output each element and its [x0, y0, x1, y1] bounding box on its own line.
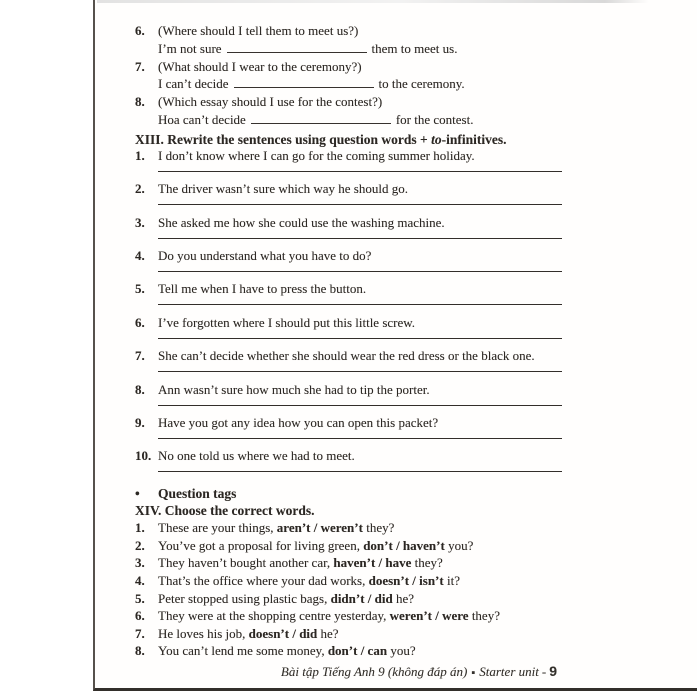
number-spacer: [135, 111, 158, 129]
choice-options: don’t / haven’t: [363, 537, 445, 553]
item-sentence: She can’t decide whether she should wear the red dress or the black one.: [158, 348, 535, 364]
answer-blank-line: [158, 271, 562, 272]
choice-sentence: [158, 572, 460, 590]
choice-item: [135, 554, 697, 572]
sentence-pre: Peter stopped using plastic bags,: [158, 590, 331, 606]
heading-text: -infinitives.: [441, 131, 507, 147]
subheading-label: Question tags: [158, 485, 237, 501]
sentence-row: [135, 415, 697, 430]
number-spacer: [135, 40, 158, 58]
item-number: 7.: [135, 58, 145, 74]
section-xiii-heading: [135, 131, 697, 148]
sentence-pre: They were at the shopping centre yesterday,: [158, 608, 390, 624]
sentence-post: they?: [411, 555, 443, 571]
sentence-post: you?: [444, 537, 474, 553]
item-sentence: No one told us where we had to meet.: [158, 448, 355, 464]
sentence-pre: He loves his job,: [158, 625, 249, 641]
choice-options: haven’t / have: [333, 555, 412, 571]
question-text: (Which essay should I use for the contest?): [158, 94, 383, 110]
heading-text: XIII. Rewrite the sentences using question words +: [135, 131, 432, 147]
answer-blank-line: [158, 238, 562, 239]
sentence-pre: You can’t lend me some money,: [158, 643, 328, 659]
answer-pre: I can’t decide: [158, 76, 229, 92]
item-number: 6.: [135, 23, 145, 38]
sentence-pre: You’ve got a proposal for living green,: [158, 537, 364, 553]
sentence-row: [135, 248, 697, 263]
answer-row: [135, 111, 697, 129]
item-number: 6.: [135, 608, 145, 624]
choice-sentence: [158, 625, 339, 643]
sentence-pre: These are your things,: [158, 520, 277, 536]
choice-options: don’t / can: [327, 643, 388, 659]
answer-blank-line: [158, 204, 562, 205]
sentence-row: [135, 148, 697, 163]
item-sentence: Ann wasn’t sure how much she had to tip the porter.: [158, 381, 430, 397]
sentence-row: [135, 382, 697, 397]
square-separator-icon: ▪: [471, 666, 476, 679]
sentence-row: [135, 215, 697, 230]
choice-item: [135, 519, 697, 537]
item-number: 1.: [135, 147, 145, 163]
sentence-post: it?: [443, 572, 460, 588]
heading-italic-word: to: [431, 131, 442, 147]
item-number: 5.: [135, 590, 145, 606]
sentence-post: he?: [392, 590, 415, 606]
choice-item: [135, 642, 697, 660]
sentence-pre: They haven’t bought another car,: [158, 555, 334, 571]
item-number: 4.: [135, 247, 145, 263]
answer-post: for the contest.: [395, 111, 474, 127]
choice-item: [135, 607, 697, 625]
answer-blank-line: [158, 171, 562, 172]
answer-pre: I’m not sure: [158, 40, 222, 56]
choice-sentence: [158, 590, 414, 608]
page-number: 9: [549, 662, 557, 679]
answer-post: to the ceremony.: [378, 76, 465, 92]
answer-post: them to meet us.: [371, 40, 458, 56]
page-footer: [135, 663, 697, 681]
sentence-row: [135, 281, 697, 296]
item-number: 8.: [135, 94, 145, 110]
item-number: 4.: [135, 572, 145, 588]
rewrite-item: [135, 348, 697, 381]
fill-in-blank: [234, 76, 374, 88]
choice-sentence: [158, 607, 500, 625]
choice-sentence: [158, 519, 394, 537]
rewrite-item: [135, 248, 697, 281]
item-sentence: The driver wasn’t sure which way he should go.: [158, 181, 408, 197]
choice-options: didn’t / did: [330, 590, 393, 606]
fill-in-blank: [251, 112, 391, 124]
fill-in-blank: [227, 41, 367, 53]
choice-options: doesn’t / did: [248, 625, 318, 641]
item-number: 8.: [135, 643, 145, 659]
sentence-pre: That’s the office where your dad works,: [158, 572, 369, 588]
rewrite-item: [135, 281, 697, 314]
item-number: 7.: [135, 625, 145, 641]
question-text: (Where should I tell them to meet us?): [158, 23, 359, 38]
answer-row: [135, 40, 697, 58]
answer-text: [158, 111, 473, 129]
item-number: 2.: [135, 537, 145, 553]
choice-item: [135, 590, 697, 608]
rewrite-item: [135, 382, 697, 415]
section-xiii: [135, 131, 697, 482]
answer-blank-line: [158, 438, 562, 439]
item-number: 3.: [135, 555, 145, 571]
choice-sentence: [158, 537, 473, 555]
item-sentence: Tell me when I have to press the button.: [158, 281, 367, 297]
item-number: 7.: [135, 348, 145, 364]
sentence-post: he?: [317, 625, 339, 641]
choice-item: [135, 537, 697, 555]
choice-options: weren’t / were: [389, 608, 469, 624]
answer-text: [158, 40, 457, 58]
question-row: [135, 93, 697, 111]
question-row: [135, 58, 697, 76]
unit-label: Starter unit: [479, 663, 539, 679]
sentence-post: you?: [387, 643, 416, 659]
answer-blank-line: [158, 338, 562, 339]
item-number: 8.: [135, 381, 145, 397]
section-xiv: [135, 502, 697, 660]
sentence-row: [135, 315, 697, 330]
item-sentence: I don’t know where I can go for the coming summer holiday.: [158, 147, 475, 163]
item-number: 3.: [135, 214, 145, 230]
choice-options: doesn’t / isn’t: [368, 572, 444, 588]
item-number: 9.: [135, 414, 145, 430]
item-sentence: Have you got any idea how you can open this packet?: [158, 414, 439, 430]
question-row: [135, 22, 697, 40]
answer-blank-line: [158, 304, 562, 305]
item-sentence: I’ve forgotten where I should put this little screw.: [158, 314, 416, 330]
item-number: 10.: [135, 448, 152, 464]
answer-blank-line: [158, 371, 562, 372]
rewrite-item: [135, 181, 697, 214]
sentence-post: they?: [468, 608, 500, 624]
answer-text: [158, 75, 465, 93]
question-text: (What should I wear to the ceremony?): [158, 58, 362, 74]
question-tags-subheading: [135, 485, 697, 502]
answer-blank-line: [158, 471, 562, 472]
item-sentence: She asked me how she could use the washing machine.: [158, 214, 445, 230]
choice-item: [135, 625, 697, 643]
answer-row: [135, 75, 697, 93]
choice-sentence: [158, 554, 443, 572]
item-number: 2.: [135, 181, 145, 197]
answer-blank-line: [158, 405, 562, 406]
section-xiv-heading: XIV. Choose the correct words.: [135, 502, 315, 518]
sentence-row: [135, 448, 697, 463]
item-sentence: Do you understand what you have to do?: [158, 247, 372, 263]
rewrite-item: [135, 215, 697, 248]
item-number: 6.: [135, 314, 145, 330]
scanned-book-page: [93, 0, 697, 691]
rewrite-item: [135, 148, 697, 181]
rewrite-item: [135, 448, 697, 481]
sentence-post: they?: [362, 520, 395, 536]
footer-dash: -: [541, 663, 547, 679]
sentence-row: [135, 348, 697, 363]
item-number: 1.: [135, 520, 145, 536]
number-spacer: [135, 75, 158, 93]
sentence-row: [135, 181, 697, 196]
page-top-edge-shadow: [97, 0, 649, 3]
exercise-fill-in-section: [135, 22, 697, 129]
item-number: 5.: [135, 281, 145, 297]
book-title: Bài tập Tiếng Anh 9 (không đáp án): [280, 663, 468, 679]
answer-pre: Hoa can’t decide: [158, 111, 246, 127]
choice-item: [135, 572, 697, 590]
rewrite-item: [135, 315, 697, 348]
rewrite-item: [135, 415, 697, 448]
choice-sentence: [158, 642, 416, 660]
bullet-icon: •: [135, 485, 140, 501]
choice-options: aren’t / weren’t: [276, 520, 363, 536]
